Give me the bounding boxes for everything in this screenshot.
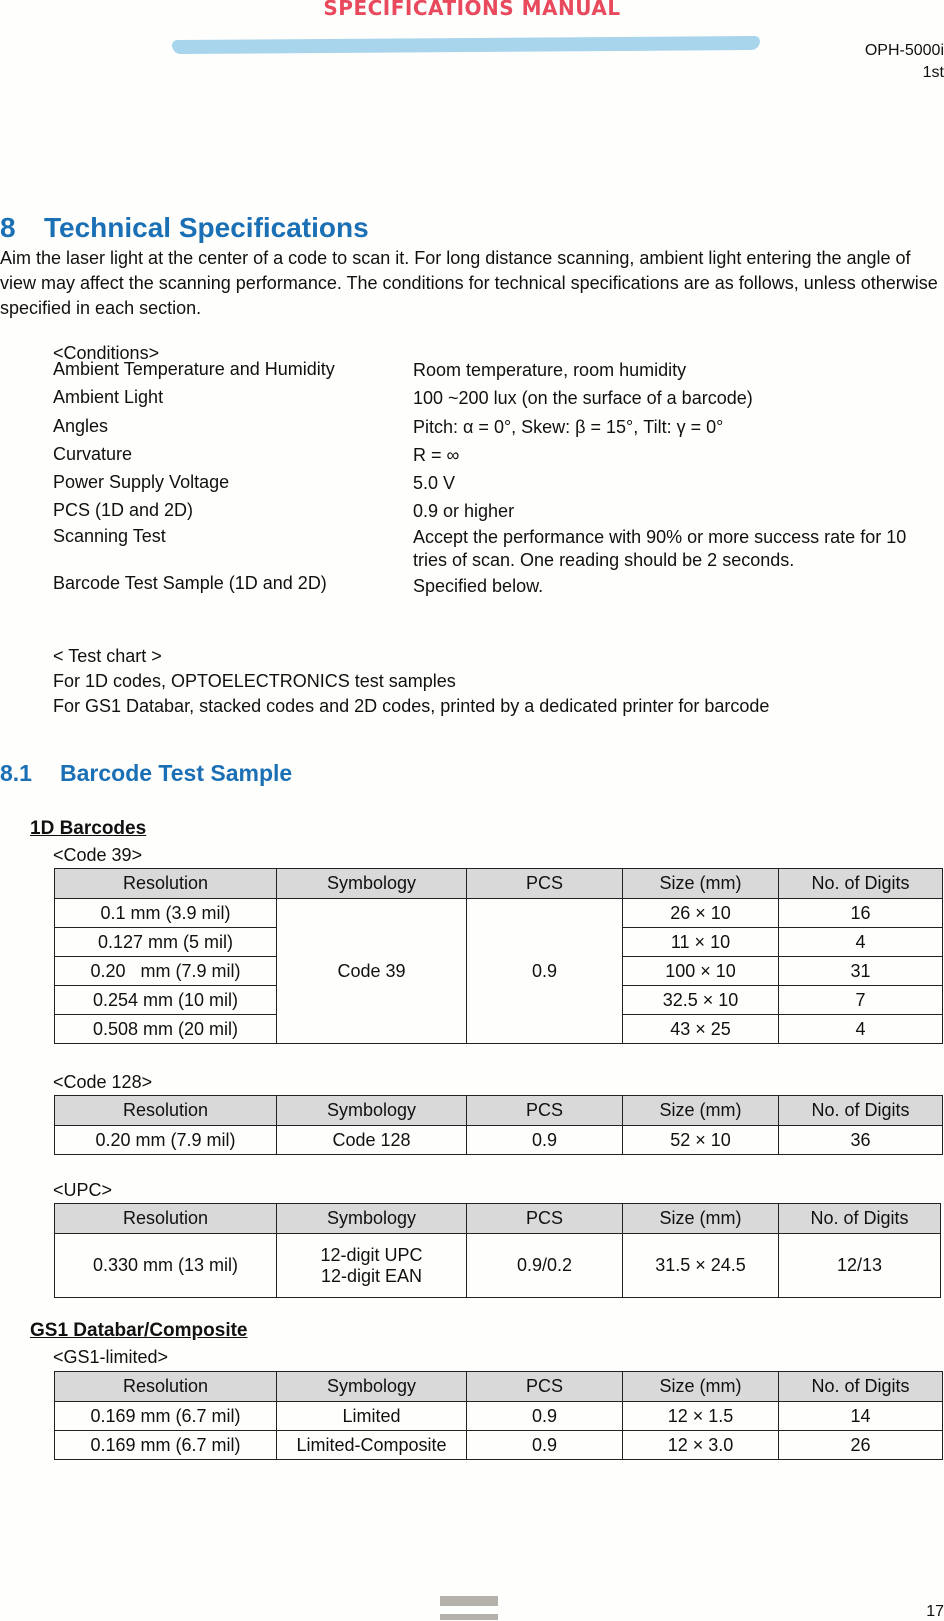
cell-symbology: Limited [277,1402,467,1431]
footer-mark-decoration [440,1614,498,1620]
test-chart-line: For 1D codes, OPTOELECTRONICS test samples [53,671,456,691]
cell-resolution: 0.169 mm (6.7 mil) [55,1431,277,1460]
cell-digits: 16 [779,899,943,928]
cell-symbology: Code 128 [277,1126,467,1155]
table-row [55,1431,943,1460]
column-header: No. of Digits [779,869,943,899]
cell-digits: 12/13 [779,1234,941,1298]
banner-bar-decoration [172,36,760,54]
cell-pcs: 0.9 [467,1126,623,1155]
cell-size: 12 × 3.0 [623,1431,779,1460]
subsection-heading [0,760,292,787]
cell-size: 11 × 10 [623,928,779,957]
column-header: Size (mm) [623,869,779,899]
table-label-code128: <Code 128> [53,1072,153,1092]
condition-key: Angles [53,416,109,436]
condition-key: PCS (1D and 2D) [53,500,194,520]
column-header: Size (mm) [623,1372,779,1402]
condition-value: Specified below. [413,576,544,596]
cell-resolution: 0.20 mm (7.9 mil) [55,1126,277,1155]
condition-value: Pitch: α = 0°, Skew: β = 15°, Tilt: γ = 0° [413,417,724,437]
condition-value: R = ∞ [413,445,460,465]
condition-key: Barcode Test Sample (1D and 2D) [53,573,327,593]
column-header: Resolution [55,1204,277,1234]
column-header: No. of Digits [779,1096,943,1126]
condition-key: Curvature [53,444,133,464]
column-header: No. of Digits [779,1204,941,1234]
condition-key: Ambient Temperature and Humidity [53,359,335,379]
cell-size: 100 × 10 [623,957,779,986]
cell-pcs: 0.9/0.2 [467,1234,623,1298]
condition-value: Accept the performance with 90% or more success rate for 10 tries of scan. One reading should be 2 seconds. [413,527,907,570]
column-header: Resolution [55,1096,277,1126]
test-chart-block [53,644,769,719]
cell-size: 52 × 10 [623,1126,779,1155]
cell-resolution: 0.330 mm (13 mil) [55,1234,277,1298]
page-number: 17 [926,1603,944,1620]
cell-size: 43 × 25 [623,1015,779,1044]
cell-resolution: 0.169 mm (6.7 mil) [55,1402,277,1431]
table-label-gs1-limited: <GS1-limited> [53,1347,169,1367]
section-intro: Aim the laser light at the center of a code to scan it. For long distance scanning, ambient light entering the angle of view may affect the scanning performance. The conditions for technical specifications are as follows, unless otherwise specified in each section. [0,248,938,318]
condition-key: Power Supply Voltage [53,472,230,492]
conditions-heading: <Conditions> [53,343,160,363]
cell-pcs: 0.9 [467,1431,623,1460]
section-number: 8 [0,212,16,243]
table-label-code39: <Code 39> [53,845,143,865]
group-title-gs1: GS1 Databar/Composite [30,1320,248,1341]
column-header: PCS [467,1204,623,1234]
cell-symbology: Code 39 [277,899,467,1044]
column-header: PCS [467,1372,623,1402]
upc-table [54,1203,941,1298]
column-header: Resolution [55,1372,277,1402]
section-title: Technical Specifications [44,212,369,243]
column-header: Symbology [277,1096,467,1126]
condition-value: 0.9 or higher [413,501,515,521]
condition-key: Ambient Light [53,387,164,407]
column-header: PCS [467,869,623,899]
condition-key: Scanning Test [53,526,166,546]
model-number: OPH-5000i [864,42,944,59]
table-row [55,1126,943,1155]
condition-value: Room temperature, room humidity [413,360,687,380]
test-chart-heading: < Test chart > [53,646,162,666]
cell-digits: 36 [779,1126,943,1155]
cell-digits: 14 [779,1402,943,1431]
table-row [55,1402,943,1431]
cell-digits: 4 [779,928,943,957]
table-row [55,899,943,928]
cell-digits: 7 [779,986,943,1015]
edition: 1st [922,64,944,81]
table-header-row [55,869,943,899]
cell-resolution: 0.127 mm (5 mil) [55,928,277,957]
subsection-title: Barcode Test Sample [60,760,293,786]
table-label-upc: <UPC> [53,1180,113,1200]
column-header: Size (mm) [623,1204,779,1234]
cell-resolution: 0.508 mm (20 mil) [55,1015,277,1044]
column-header: Symbology [277,1204,467,1234]
condition-value: 100 ~200 lux (on the surface of a barcode) [413,388,753,408]
column-header: PCS [467,1096,623,1126]
subsection-number: 8.1 [0,760,32,786]
cell-pcs: 0.9 [467,899,623,1044]
condition-value: 5.0 V [413,473,456,493]
column-header: Size (mm) [623,1096,779,1126]
symbology-line: 12-digit UPC [320,1244,423,1265]
table-header-row [55,1204,941,1234]
code128-table [54,1095,943,1155]
column-header: Symbology [277,1372,467,1402]
cell-pcs: 0.9 [467,1402,623,1431]
cell-digits: 31 [779,957,943,986]
cell-size: 12 × 1.5 [623,1402,779,1431]
symbology-line: 12-digit EAN [320,1265,423,1286]
section-heading [0,212,369,244]
cell-size: 26 × 10 [623,899,779,928]
code39-table [54,868,943,1044]
cell-size: 32.5 × 10 [623,986,779,1015]
gs1-limited-table [54,1371,943,1460]
column-header: No. of Digits [779,1372,943,1402]
document-id [744,40,944,84]
test-chart-line: For GS1 Databar, stacked codes and 2D codes, printed by a dedicated printer for barcode [53,696,770,716]
cell-resolution: 0.254 mm (10 mil) [55,986,277,1015]
column-header: Resolution [55,869,277,899]
cell-digits: 26 [779,1431,943,1460]
table-header-row [55,1372,943,1402]
cell-symbology: Limited-Composite [277,1431,467,1460]
manual-banner-title: SPECIFICATIONS MANUAL [323,0,621,20]
table-row [55,1234,941,1298]
table-header-row [55,1096,943,1126]
cell-resolution: 0.1 mm (3.9 mil) [55,899,277,928]
cell-digits: 4 [779,1015,943,1044]
group-title-1d: 1D Barcodes [30,818,147,839]
cell-symbology [277,1234,467,1298]
cell-size: 31.5 × 24.5 [623,1234,779,1298]
cell-resolution: 0.20 mm (7.9 mil) [55,957,277,986]
footer-mark-decoration [440,1596,498,1606]
column-header: Symbology [277,869,467,899]
